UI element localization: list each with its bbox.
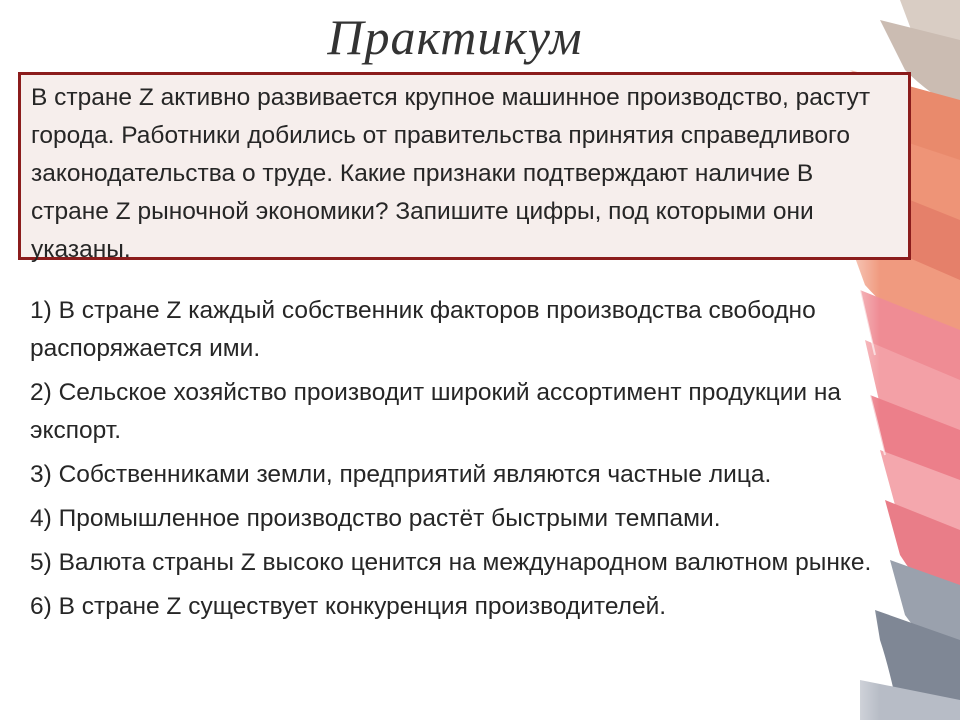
option-3: 3) Собственниками земли, предприятий являются частные лица. [30,461,772,488]
option-1: 1) В стране Z каждый собственник факторов производства свободно распоряжается ими. [30,297,816,362]
task-text: В стране Z активно развивается крупное машинное производство, растут города. Работники добились от правительства принятия справедливого законодательства о труде. Какие признаки подтверждают наличие В стране Z рыночной экономики? Запишите цифры, под которыми они указаны. [31,84,871,263]
option-4: 4) Промышленное производство растёт быстрыми темпами. [30,505,721,532]
answer-options-list [30,292,880,632]
task-box [18,72,911,263]
option-6: 6) В стране Z существует конкуренция производителей. [30,593,667,620]
option-2: 2) Сельское хозяйство производит широкий ассортимент продукции на экспорт. [30,379,842,444]
option-5: 5) Валюта страны Z высоко ценится на международном валютном рынке. [30,549,872,576]
slide-title: Практикум [327,9,583,65]
